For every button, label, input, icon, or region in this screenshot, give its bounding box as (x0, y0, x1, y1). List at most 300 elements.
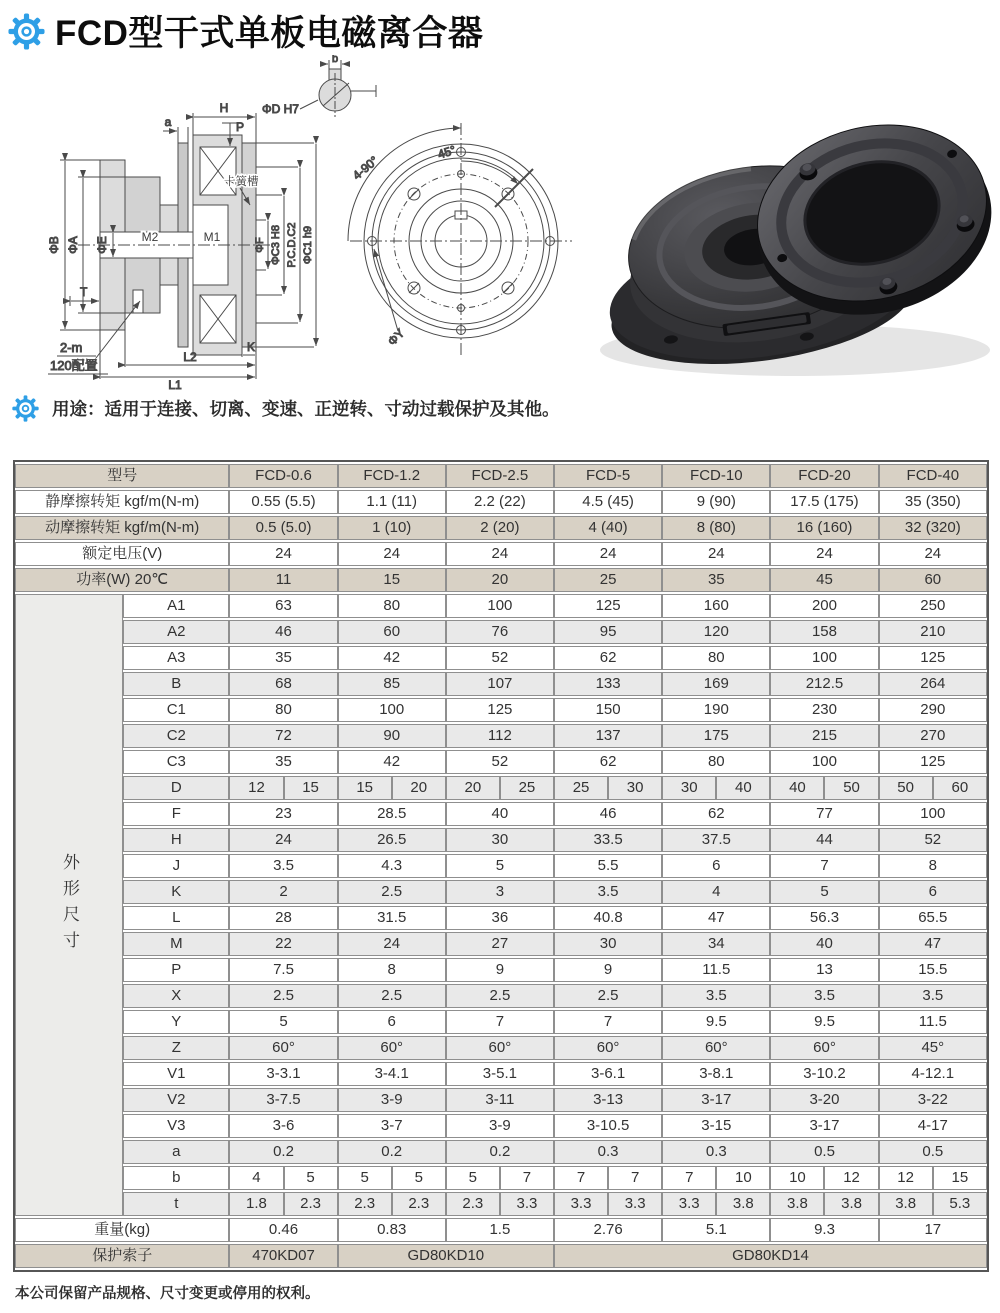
dim-value-cell: 30 (446, 828, 554, 852)
dimension-row (15, 672, 987, 696)
dim-value-cell: 11.5 (662, 958, 770, 982)
dimension-group-label: 外形尺寸 (60, 853, 80, 957)
dim-value-cell: 5.5 (554, 854, 662, 878)
dim-label-cell: F (123, 802, 229, 826)
dim-label-cell: H (123, 828, 229, 852)
model-header-cell: FCD-0.6 (229, 464, 337, 488)
spec-row (15, 568, 987, 592)
dim-value-cell: 47 (662, 906, 770, 930)
spec-value-cell: 1 (10) (338, 516, 446, 540)
dim-label-cell: L (123, 906, 229, 930)
dim-label-cell: C3 (123, 750, 229, 774)
dim-label-cell: P (123, 958, 229, 982)
dim-value-cell: 0.2 (229, 1140, 337, 1164)
dim-value-cell: 3-10.5 (554, 1114, 662, 1138)
dim-value-cell: 35 (229, 646, 337, 670)
dim-value-cell: 4.3 (338, 854, 446, 878)
dim-value-cell: 80 (338, 594, 446, 618)
dim-value-cell: 3-7 (338, 1114, 446, 1138)
dim-value-cell: 3.5 (554, 880, 662, 904)
spec-table (15, 462, 987, 1270)
dim-label-t: T (80, 285, 88, 299)
dim-value-cell: 9 (554, 958, 662, 982)
dim-label-cell: b (123, 1166, 229, 1190)
dim-label-cell: C1 (123, 698, 229, 722)
product-photo (592, 101, 1000, 381)
holes-pattern-label: 4-90° (349, 153, 381, 183)
dim-value-cell: 7 (662, 1166, 716, 1190)
dim-value-cell: 100 (770, 750, 878, 774)
dim-value-cell: 37.5 (662, 828, 770, 852)
dim-value-cell: 3-9 (338, 1088, 446, 1112)
dim-value-cell: 34 (662, 932, 770, 956)
dim-value-cell: 3-8.1 (662, 1062, 770, 1086)
dim-value-cell: 5 (392, 1166, 446, 1190)
dim-value-cell: 68 (229, 672, 337, 696)
dim-value-cell: 100 (770, 646, 878, 670)
dim-value-cell: 0.2 (446, 1140, 554, 1164)
dim-label-phi-a: ΦA (66, 236, 80, 254)
dim-value-cell: 190 (662, 698, 770, 722)
dim-value-cell: 120 (662, 620, 770, 644)
spec-value-cell: 0.5 (5.0) (229, 516, 337, 540)
dimension-row (15, 1140, 987, 1164)
dim-value-cell: 12 (229, 776, 283, 800)
spec-value-cell: 15 (338, 568, 446, 592)
dim-value-cell: 6 (879, 880, 987, 904)
dim-value-cell: 62 (662, 802, 770, 826)
dim-label-cell: M (123, 932, 229, 956)
dim-value-cell: 3-13 (554, 1088, 662, 1112)
dim-value-cell: 52 (446, 646, 554, 670)
dim-value-cell: 15 (284, 776, 338, 800)
dim-value-cell: 10 (770, 1166, 824, 1190)
dimension-row (15, 958, 987, 982)
spec-label-cell: 动摩擦转矩 kgf/m(N-m) (15, 516, 229, 540)
dim-value-cell: 12 (824, 1166, 878, 1190)
spec-value-cell: 35 (350) (879, 490, 987, 514)
dim-value-cell: 50 (879, 776, 933, 800)
spec-value-cell: 45 (770, 568, 878, 592)
dim-value-cell: 42 (338, 750, 446, 774)
weight-row (15, 1218, 987, 1242)
dim-value-cell: 40 (446, 802, 554, 826)
dim-value-cell: 264 (879, 672, 987, 696)
dimension-row (15, 620, 987, 644)
spec-table-wrap (13, 460, 989, 1272)
dim-value-cell: 60 (338, 620, 446, 644)
dim-value-cell: 3-7.5 (229, 1088, 337, 1112)
dim-value-cell: 4-12.1 (879, 1062, 987, 1086)
dim-value-cell: 270 (879, 724, 987, 748)
dim-value-cell: 4 (662, 880, 770, 904)
dim-value-cell: 60° (770, 1036, 878, 1060)
model-header-cell: FCD-40 (879, 464, 987, 488)
dim-label-cell: a (123, 1140, 229, 1164)
dim-value-cell: 230 (770, 698, 878, 722)
dim-value-cell: 65.5 (879, 906, 987, 930)
dim-label-l1: L1 (168, 378, 182, 392)
dim-value-cell: 107 (446, 672, 554, 696)
dim-value-cell: 100 (338, 698, 446, 722)
weight-value-cell: 0.46 (229, 1218, 337, 1242)
dim-value-cell: 25 (500, 776, 554, 800)
dim-value-cell: 5.3 (933, 1192, 987, 1216)
dimension-row (15, 1114, 987, 1138)
dim-value-cell: 200 (770, 594, 878, 618)
dim-label-phi-f: ΦF (254, 237, 266, 253)
dim-value-cell: 2.3 (284, 1192, 338, 1216)
dimension-row (15, 1192, 987, 1216)
protection-row (15, 1244, 987, 1268)
dim-value-cell: 125 (879, 750, 987, 774)
spec-value-cell: 24 (338, 542, 446, 566)
footer-note: 本公司保留产品规格、尺寸变更或停用的权利。 (15, 1286, 320, 1302)
spec-value-cell: 9 (90) (662, 490, 770, 514)
spec-row (15, 490, 987, 514)
dim-value-cell: 150 (554, 698, 662, 722)
dim-value-cell: 62 (554, 750, 662, 774)
dim-value-cell: 22 (229, 932, 337, 956)
dim-label-h: H (219, 101, 229, 115)
dim-label-p: P (236, 120, 245, 134)
dimension-row (15, 1010, 987, 1034)
dimension-row (15, 698, 987, 722)
model-header-cell: FCD-10 (662, 464, 770, 488)
dim-value-cell: 7 (554, 1166, 608, 1190)
dim-value-cell: 3.8 (716, 1192, 770, 1216)
dim-value-cell: 3.8 (770, 1192, 824, 1216)
dim-value-cell: 210 (879, 620, 987, 644)
dim-value-cell: 3.5 (229, 854, 337, 878)
dim-label-phi-e: ΦE (95, 236, 109, 254)
dim-value-cell: 3-5.1 (446, 1062, 554, 1086)
dim-value-cell: 10 (716, 1166, 770, 1190)
dim-value-cell: 212.5 (770, 672, 878, 696)
dim-value-cell: 15 (933, 1166, 987, 1190)
spec-value-cell: 24 (662, 542, 770, 566)
dim-value-cell: 125 (554, 594, 662, 618)
dim-label-k: K (247, 340, 256, 354)
dim-label-cell: Z (123, 1036, 229, 1060)
dim-value-cell: 7 (500, 1166, 554, 1190)
dim-value-cell: 77 (770, 802, 878, 826)
dim-label-a: a (164, 115, 172, 129)
dim-label-m2: M2 (141, 230, 159, 244)
spec-value-cell: 24 (770, 542, 878, 566)
spec-row (15, 516, 987, 540)
dim-value-cell: 2.5 (554, 984, 662, 1008)
usage-text: 用途：适用于连接、切离、变速、正逆转、寸动过载保护及其他。 (52, 399, 560, 419)
dim-value-cell: 7.5 (229, 958, 337, 982)
dim-value-cell: 15 (338, 776, 392, 800)
dimension-row (15, 1088, 987, 1112)
spec-value-cell: 4 (40) (554, 516, 662, 540)
usage-block (12, 395, 560, 422)
dim-value-cell: 60° (446, 1036, 554, 1060)
dim-value-cell: 9 (446, 958, 554, 982)
dimension-row (15, 750, 987, 774)
dim-label-phi-d: ΦD H7 (262, 102, 299, 116)
dim-label-cell: K (123, 880, 229, 904)
dim-value-cell: 46 (554, 802, 662, 826)
model-header-cell: FCD-2.5 (446, 464, 554, 488)
dim-value-cell: 80 (229, 698, 337, 722)
dim-value-cell: 2.5 (338, 880, 446, 904)
spec-value-cell: 4.5 (45) (554, 490, 662, 514)
dim-value-cell: 7 (554, 1010, 662, 1034)
dim-value-cell: 56.3 (770, 906, 878, 930)
spec-value-cell: 24 (554, 542, 662, 566)
dim-value-cell: 125 (879, 646, 987, 670)
title-block (8, 6, 483, 56)
dim-value-cell: 8 (879, 854, 987, 878)
dim-value-cell: 6 (662, 854, 770, 878)
dim-value-cell: 40.8 (554, 906, 662, 930)
front-view-drawing (348, 123, 572, 355)
dimension-row (15, 828, 987, 852)
dim-value-cell: 158 (770, 620, 878, 644)
spec-value-cell: 17.5 (175) (770, 490, 878, 514)
dim-value-cell: 76 (446, 620, 554, 644)
dim-value-cell: 60° (338, 1036, 446, 1060)
model-header-cell: FCD-20 (770, 464, 878, 488)
dim-value-cell: 5 (229, 1010, 337, 1034)
spec-row (15, 542, 987, 566)
dim-label-cell: V1 (123, 1062, 229, 1086)
dim-label-cell: Y (123, 1010, 229, 1034)
hole-count-label: 2-m (60, 340, 83, 355)
dim-value-cell: 0.3 (554, 1140, 662, 1164)
dim-value-cell: 3.8 (824, 1192, 878, 1216)
dimension-row (15, 646, 987, 670)
dim-value-cell: 137 (554, 724, 662, 748)
dim-value-cell: 3 (446, 880, 554, 904)
dimension-row (15, 1036, 987, 1060)
spec-value-cell: 16 (160) (770, 516, 878, 540)
dim-value-cell: 169 (662, 672, 770, 696)
dim-value-cell: 30 (662, 776, 716, 800)
dim-value-cell: 26.5 (338, 828, 446, 852)
table-header-row (15, 464, 987, 488)
spec-value-cell: 20 (446, 568, 554, 592)
dim-value-cell: 2.5 (229, 984, 337, 1008)
dim-value-cell: 9.5 (770, 1010, 878, 1034)
dim-value-cell: 20 (392, 776, 446, 800)
dim-value-cell: 3-11 (446, 1088, 554, 1112)
dimension-row (15, 594, 987, 618)
dim-value-cell: 28 (229, 906, 337, 930)
spec-value-cell: 8 (80) (662, 516, 770, 540)
dim-label-cell: A2 (123, 620, 229, 644)
dim-value-cell: 85 (338, 672, 446, 696)
dim-label-phi-y: ΦY (385, 326, 408, 349)
dim-value-cell: 35 (229, 750, 337, 774)
dim-value-cell: 20 (446, 776, 500, 800)
dim-value-cell: 5 (446, 854, 554, 878)
dim-value-cell: 4-17 (879, 1114, 987, 1138)
gear-icon (12, 395, 39, 422)
dim-value-cell: 63 (229, 594, 337, 618)
weight-value-cell: 9.3 (770, 1218, 878, 1242)
dim-value-cell: 3-15 (662, 1114, 770, 1138)
dimension-group-cell (15, 594, 123, 1216)
gear-icon (8, 13, 45, 50)
weight-value-cell: 17 (879, 1218, 987, 1242)
dim-value-cell: 3-4.1 (338, 1062, 446, 1086)
weight-value-cell: 1.5 (446, 1218, 554, 1242)
spec-value-cell: 60 (879, 568, 987, 592)
dim-value-cell: 3.3 (608, 1192, 662, 1216)
dim-value-cell: 100 (879, 802, 987, 826)
dim-value-cell: 5 (446, 1166, 500, 1190)
dim-value-cell: 5 (338, 1166, 392, 1190)
dim-value-cell: 23 (229, 802, 337, 826)
dim-label-phi-b: ΦB (47, 236, 61, 254)
dim-value-cell: 15.5 (879, 958, 987, 982)
spec-value-cell: 35 (662, 568, 770, 592)
dim-value-cell: 290 (879, 698, 987, 722)
spec-value-cell: 24 (446, 542, 554, 566)
dim-value-cell: 133 (554, 672, 662, 696)
dim-value-cell: 4 (229, 1166, 283, 1190)
weight-value-cell: 0.83 (338, 1218, 446, 1242)
dim-value-cell: 47 (879, 932, 987, 956)
dim-value-cell: 3.5 (662, 984, 770, 1008)
dim-value-cell: 160 (662, 594, 770, 618)
dim-label-cell: J (123, 854, 229, 878)
dim-value-cell: 90 (338, 724, 446, 748)
dim-value-cell: 100 (446, 594, 554, 618)
spec-value-cell: 25 (554, 568, 662, 592)
dim-value-cell: 3.3 (662, 1192, 716, 1216)
model-header-cell: FCD-5 (554, 464, 662, 488)
spec-value-cell: 0.55 (5.5) (229, 490, 337, 514)
dim-value-cell: 80 (662, 646, 770, 670)
section-drawing (47, 100, 318, 392)
dim-value-cell: 8 (338, 958, 446, 982)
dim-value-cell: 62 (554, 646, 662, 670)
dim-value-cell: 3-6.1 (554, 1062, 662, 1086)
dim-value-cell: 5 (770, 880, 878, 904)
dim-value-cell: 33.5 (554, 828, 662, 852)
dim-value-cell: 40 (770, 776, 824, 800)
dim-value-cell: 3-9 (446, 1114, 554, 1138)
dim-value-cell: 112 (446, 724, 554, 748)
dim-value-cell: 215 (770, 724, 878, 748)
dimension-row (15, 984, 987, 1008)
weight-label-cell: 重量(kg) (15, 1218, 229, 1242)
dim-value-cell: 2.3 (446, 1192, 500, 1216)
dim-label-pcd-c2: P.C.D.C2 (286, 222, 298, 268)
dim-value-cell: 3.5 (770, 984, 878, 1008)
dim-value-cell: 3-17 (770, 1114, 878, 1138)
dim-value-cell: 9.5 (662, 1010, 770, 1034)
dim-value-cell: 60° (554, 1036, 662, 1060)
dim-value-cell: 13 (770, 958, 878, 982)
dimension-row (15, 1062, 987, 1086)
dim-value-cell: 3-6 (229, 1114, 337, 1138)
dim-label-cell: A3 (123, 646, 229, 670)
protection-value-cell: GD80KD14 (554, 1244, 987, 1268)
dim-value-cell: 72 (229, 724, 337, 748)
model-column-header: 型号 (15, 464, 229, 488)
angle-45-label: 45° (435, 142, 458, 162)
circlip-groove-label: 卡簧槽 (224, 176, 259, 188)
dim-value-cell: 3-3.1 (229, 1062, 337, 1086)
dim-value-cell: 250 (879, 594, 987, 618)
spec-value-cell: 2 (20) (446, 516, 554, 540)
dim-label-l2: L2 (183, 350, 197, 364)
dim-value-cell: 2.3 (338, 1192, 392, 1216)
page-title: FCD型干式单板电磁离合器 (55, 14, 484, 53)
dim-label-cell: C2 (123, 724, 229, 748)
dim-label-cell: A1 (123, 594, 229, 618)
hole-config-label: 120配置 (50, 358, 98, 373)
dim-value-cell: 3.5 (879, 984, 987, 1008)
dim-value-cell: 125 (446, 698, 554, 722)
dim-value-cell: 11.5 (879, 1010, 987, 1034)
dim-value-cell: 0.2 (338, 1140, 446, 1164)
shaft-detail-drawing (319, 55, 376, 117)
dim-value-cell: 28.5 (338, 802, 446, 826)
dim-value-cell: 7 (446, 1010, 554, 1034)
dim-value-cell: 2.5 (446, 984, 554, 1008)
dim-value-cell: 36 (446, 906, 554, 930)
dimension-row (15, 906, 987, 930)
dim-value-cell: 5 (284, 1166, 338, 1190)
dim-value-cell: 3-17 (662, 1088, 770, 1112)
dim-value-cell: 0.5 (770, 1140, 878, 1164)
dim-value-cell: 7 (608, 1166, 662, 1190)
dim-value-cell: 40 (716, 776, 770, 800)
dimension-row (15, 880, 987, 904)
dim-value-cell: 1.8 (229, 1192, 283, 1216)
protection-value-cell: 470KD07 (229, 1244, 337, 1268)
spec-value-cell: 24 (879, 542, 987, 566)
dim-value-cell: 46 (229, 620, 337, 644)
dim-value-cell: 3-22 (879, 1088, 987, 1112)
dim-value-cell: 24 (229, 828, 337, 852)
dim-value-cell: 2.3 (392, 1192, 446, 1216)
dim-value-cell: 42 (338, 646, 446, 670)
dim-value-cell: 40 (770, 932, 878, 956)
spec-value-cell: 2.2 (22) (446, 490, 554, 514)
dim-value-cell: 50 (824, 776, 878, 800)
spec-label-cell: 功率(W) 20℃ (15, 568, 229, 592)
dimension-row (15, 854, 987, 878)
dim-label-cell: V2 (123, 1088, 229, 1112)
weight-value-cell: 5.1 (662, 1218, 770, 1242)
model-header-cell: FCD-1.2 (338, 464, 446, 488)
dim-label-phi-c1: ΦC1 h9 (302, 225, 314, 265)
dim-value-cell: 27 (446, 932, 554, 956)
dim-value-cell: 3-10.2 (770, 1062, 878, 1086)
dim-value-cell: 52 (446, 750, 554, 774)
technical-drawing-area (0, 55, 1000, 392)
spec-label-cell: 额定电压(V) (15, 542, 229, 566)
dimension-row (15, 776, 987, 800)
dim-value-cell: 25 (554, 776, 608, 800)
spec-value-cell: 24 (229, 542, 337, 566)
dim-value-cell: 45° (879, 1036, 987, 1060)
dim-value-cell: 52 (879, 828, 987, 852)
dim-value-cell: 7 (770, 854, 878, 878)
dim-value-cell: 60° (662, 1036, 770, 1060)
dim-value-cell: 80 (662, 750, 770, 774)
spec-label-cell: 静摩擦转矩 kgf/m(N-m) (15, 490, 229, 514)
dim-value-cell: 2.5 (338, 984, 446, 1008)
